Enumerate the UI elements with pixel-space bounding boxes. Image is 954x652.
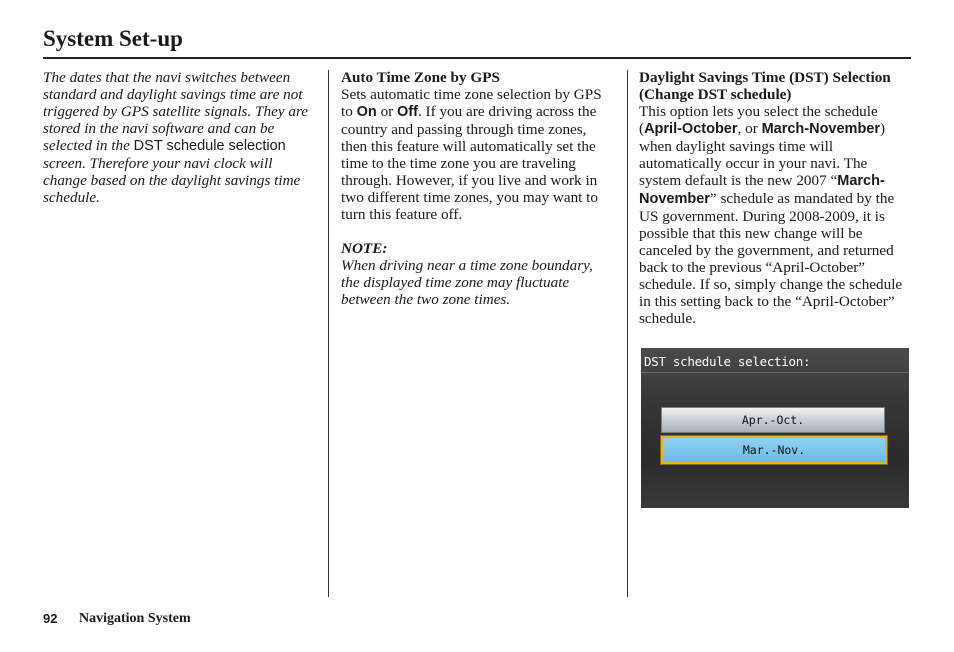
dst-text-1: This option lets you select the schedule ( bbox=[639, 103, 878, 137]
column-1 bbox=[43, 69, 318, 206]
dst-selection-screenshot bbox=[641, 348, 909, 508]
column-2 bbox=[341, 69, 611, 308]
screen-title: DST schedule selection: bbox=[644, 354, 811, 369]
screen-separator bbox=[641, 372, 909, 373]
dst-intro-paragraph bbox=[43, 69, 318, 206]
column-divider-2 bbox=[627, 70, 628, 597]
dst-text-3: ) when daylight savings time will automatically occur in your navi. The system default is the new 2007 “ bbox=[639, 120, 886, 189]
apr-oct-button[interactable]: Apr.-Oct. bbox=[661, 407, 885, 433]
intro-text-1: The dates that the navi switches between standard and daylight savings time are not triggered by GPS satellite signals. They are stored in the navi software and can be selected in the bbox=[43, 69, 309, 154]
note-text: When driving near a time zone boundary, the displayed time zone may fluctuate between the two zone times. bbox=[341, 257, 593, 308]
auto-time-zone-paragraph bbox=[341, 86, 611, 223]
dst-paragraph bbox=[639, 103, 911, 327]
dst-text-4: ” schedule as mandated by the US government. During 2008-2009, it is possible that this new change will be canceled by the government, and returned back to the previous “April-October” schedule. If so, simply change the schedule in this setting back to the “April-October” schedule. bbox=[639, 190, 903, 327]
on-option-label: On bbox=[356, 104, 377, 120]
title-rule bbox=[43, 57, 911, 59]
footer-section-name: Navigation System bbox=[79, 611, 191, 626]
page-number: 92 bbox=[43, 611, 58, 626]
march-november-default-label: March-November bbox=[639, 173, 885, 207]
column-3 bbox=[639, 69, 911, 327]
auto-text-1: Sets automatic time zone selection by GPS to bbox=[341, 86, 602, 120]
off-option-label: Off bbox=[397, 104, 418, 120]
dst-screen-name: DST schedule selection bbox=[133, 138, 286, 154]
dst-text-2: , or bbox=[737, 120, 762, 137]
dst-heading: Daylight Savings Time (DST) Selection (Change DST schedule) bbox=[639, 69, 891, 103]
note-label: NOTE: bbox=[341, 240, 388, 257]
mar-nov-button[interactable]: Mar.-Nov. bbox=[661, 436, 887, 464]
auto-text-3: . If you are driving across the country and passing through time zones, then this feature will automatically set the time to the time zone you are traveling through. However, if you live and work in two different time zones, you may want to turn this feature off. bbox=[341, 103, 599, 223]
page-title: System Set-up bbox=[43, 26, 183, 51]
march-november-label: March-November bbox=[761, 121, 881, 137]
column-divider-1 bbox=[328, 70, 329, 597]
april-october-label: April-October bbox=[644, 121, 738, 137]
intro-text-2: screen. Therefore your navi clock will change based on the daylight savings time schedule. bbox=[43, 155, 301, 206]
auto-text-2: or bbox=[376, 103, 398, 120]
auto-time-zone-heading: Auto Time Zone by GPS bbox=[341, 69, 500, 86]
